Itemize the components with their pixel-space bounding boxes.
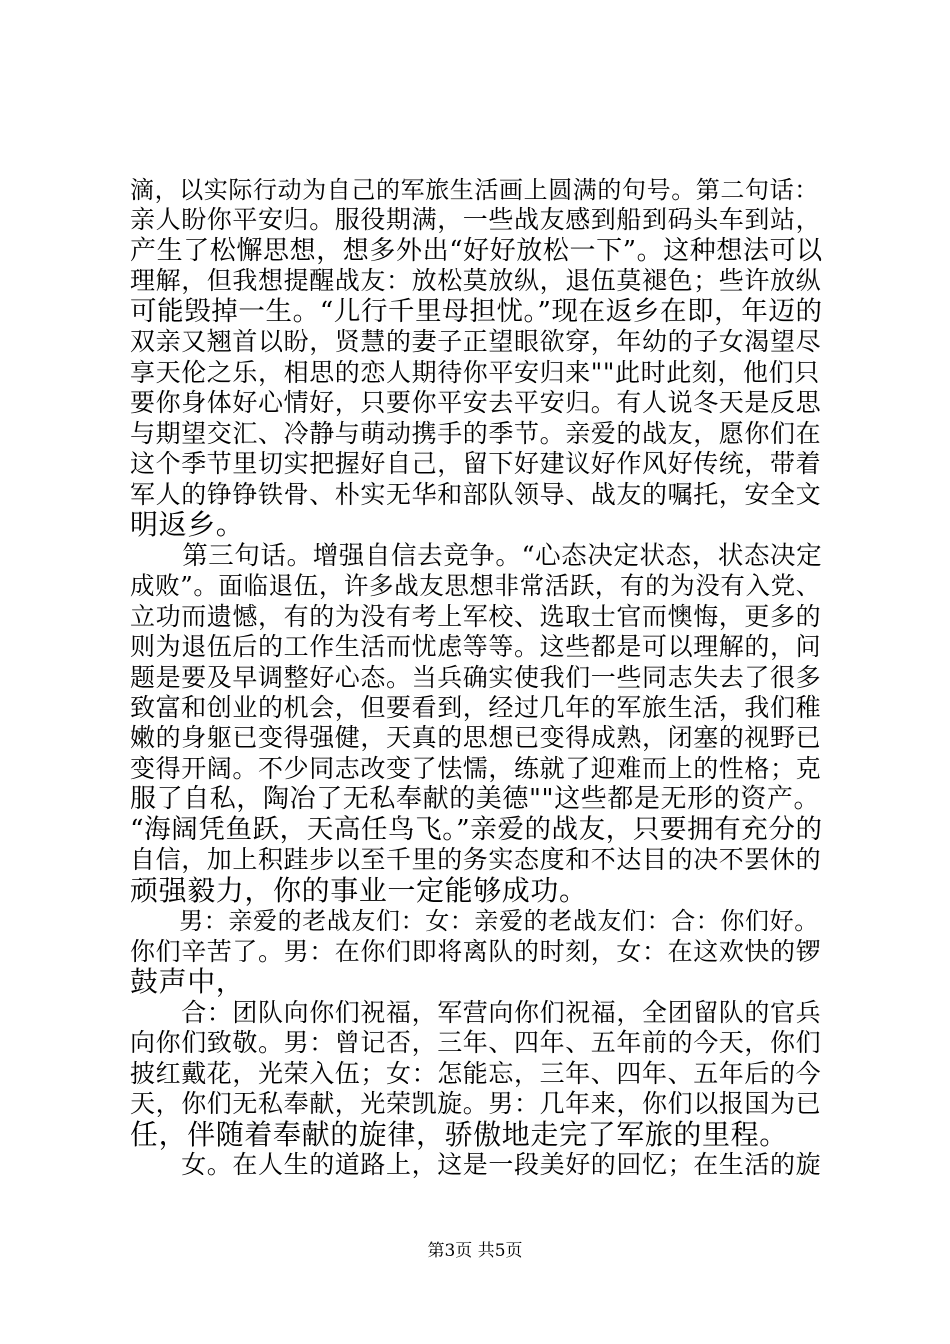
text-line: 男：亲爱的老战友们：女：亲爱的老战友们：合：你们好。: [130, 907, 819, 935]
text-line: 顽强毅力，你的事业一定能够成功。: [130, 874, 588, 907]
text-line: 这个季节里切实把握好自己，留下好建议好作风好传统，带着: [130, 449, 822, 478]
text-line: 题是要及早调整好心态。当兵确实使我们一些同志失去了很多: [130, 663, 822, 692]
text-line: 任，伴随着奉献的旋律，骄傲地走完了军旅的里程。: [130, 1118, 788, 1151]
text-line: 天，你们无私奉献，光荣凯旋。男：几年来，你们以报国为已: [130, 1089, 822, 1118]
text-line: 自信，加上积跬步以至千里的务实态度和不达目的决不罢休的: [130, 845, 822, 874]
text-line: 服了自私，陶冶了无私奉献的美德""这些都是无形的资产。: [130, 784, 821, 814]
text-line: 与期望交汇、冷静与萌动携手的季节。亲爱的战友，愿你们在: [130, 419, 822, 448]
text-line: 嫩的身躯已变得强健，天真的思想已变得成熟，闭塞的视野已: [130, 723, 822, 752]
text-line: 要你身体好心情好，只要你平安去平安归。有人说冬天是反思: [130, 388, 822, 417]
text-line: 变得开阔。不少同志改变了怯懦，练就了迎难而上的性格；克: [130, 754, 822, 783]
text-line: 可能毁掉一生。“儿行千里母担忧。”现在返乡在即，年迈的: [130, 296, 823, 327]
text-line: “海阔凭鱼跃，天高任鸟飞。”亲爱的战友，只要拥有充分的: [130, 814, 823, 845]
text-line: 女。在人生的道路上，这是一段美好的回忆；在生活的旋: [130, 1150, 822, 1179]
text-line: 你们辛苦了。男：在你们即将离队的时刻，女：在这欢快的锣: [130, 937, 822, 966]
text-line: 则为退伍后的工作生活而忧虑等等。这些都是可以理解的，问: [130, 632, 822, 661]
text-line: 滴，以实际行动为自己的军旅生活画上圆满的句号。第二句话：: [130, 176, 819, 204]
text-line: 致富和创业的机会，但要看到，经过几年的军旅生活，我们稚: [130, 693, 822, 722]
text-line: 明返乡。: [130, 508, 245, 541]
text-line: 成败”。面临退伍，许多战友思想非常活跃，有的为没有入党、: [130, 571, 821, 600]
text-line: 向你们致敬。男：曾记否，三年、四年、五年前的今天，你们: [130, 1028, 822, 1057]
text-line: 亲人盼你平安归。服役期满，一些战友感到船到码头车到站，: [130, 205, 822, 234]
text-line: 合：团队向你们祝福，军营向你们祝福，全团留队的官兵: [130, 998, 822, 1027]
text-line: 第三句话。增强自信去竞争。“心态决定状态，状态决定: [130, 541, 823, 571]
text-line: 双亲又翘首以盼，贤慧的妻子正望眼欲穿，年幼的子女渴望尽: [130, 327, 822, 356]
text-line: 产生了松懈思想，想多外出“好好放松一下”。这种想法可以: [130, 236, 823, 266]
text-line: 鼓声中，: [130, 965, 245, 998]
page-number-footer: 第3页 共5页: [427, 1241, 523, 1261]
text-line: 享天伦之乐，相思的恋人期待你平安归来""此时此刻，他们只: [130, 358, 820, 387]
text-line: 披红戴花，光荣入伍；女：怎能忘，三年、四年、五年后的今: [130, 1059, 822, 1088]
text-line: 军人的铮铮铁骨、朴实无华和部队领导、战友的嘱托，安全文: [130, 480, 822, 509]
text-line: 立功而遗憾，有的为没有考上军校、选取士官而懊悔，更多的: [130, 602, 822, 631]
text-line: 理解，但我想提醒战友：放松莫放纵，退伍莫褪色；些许放纵: [130, 266, 822, 295]
